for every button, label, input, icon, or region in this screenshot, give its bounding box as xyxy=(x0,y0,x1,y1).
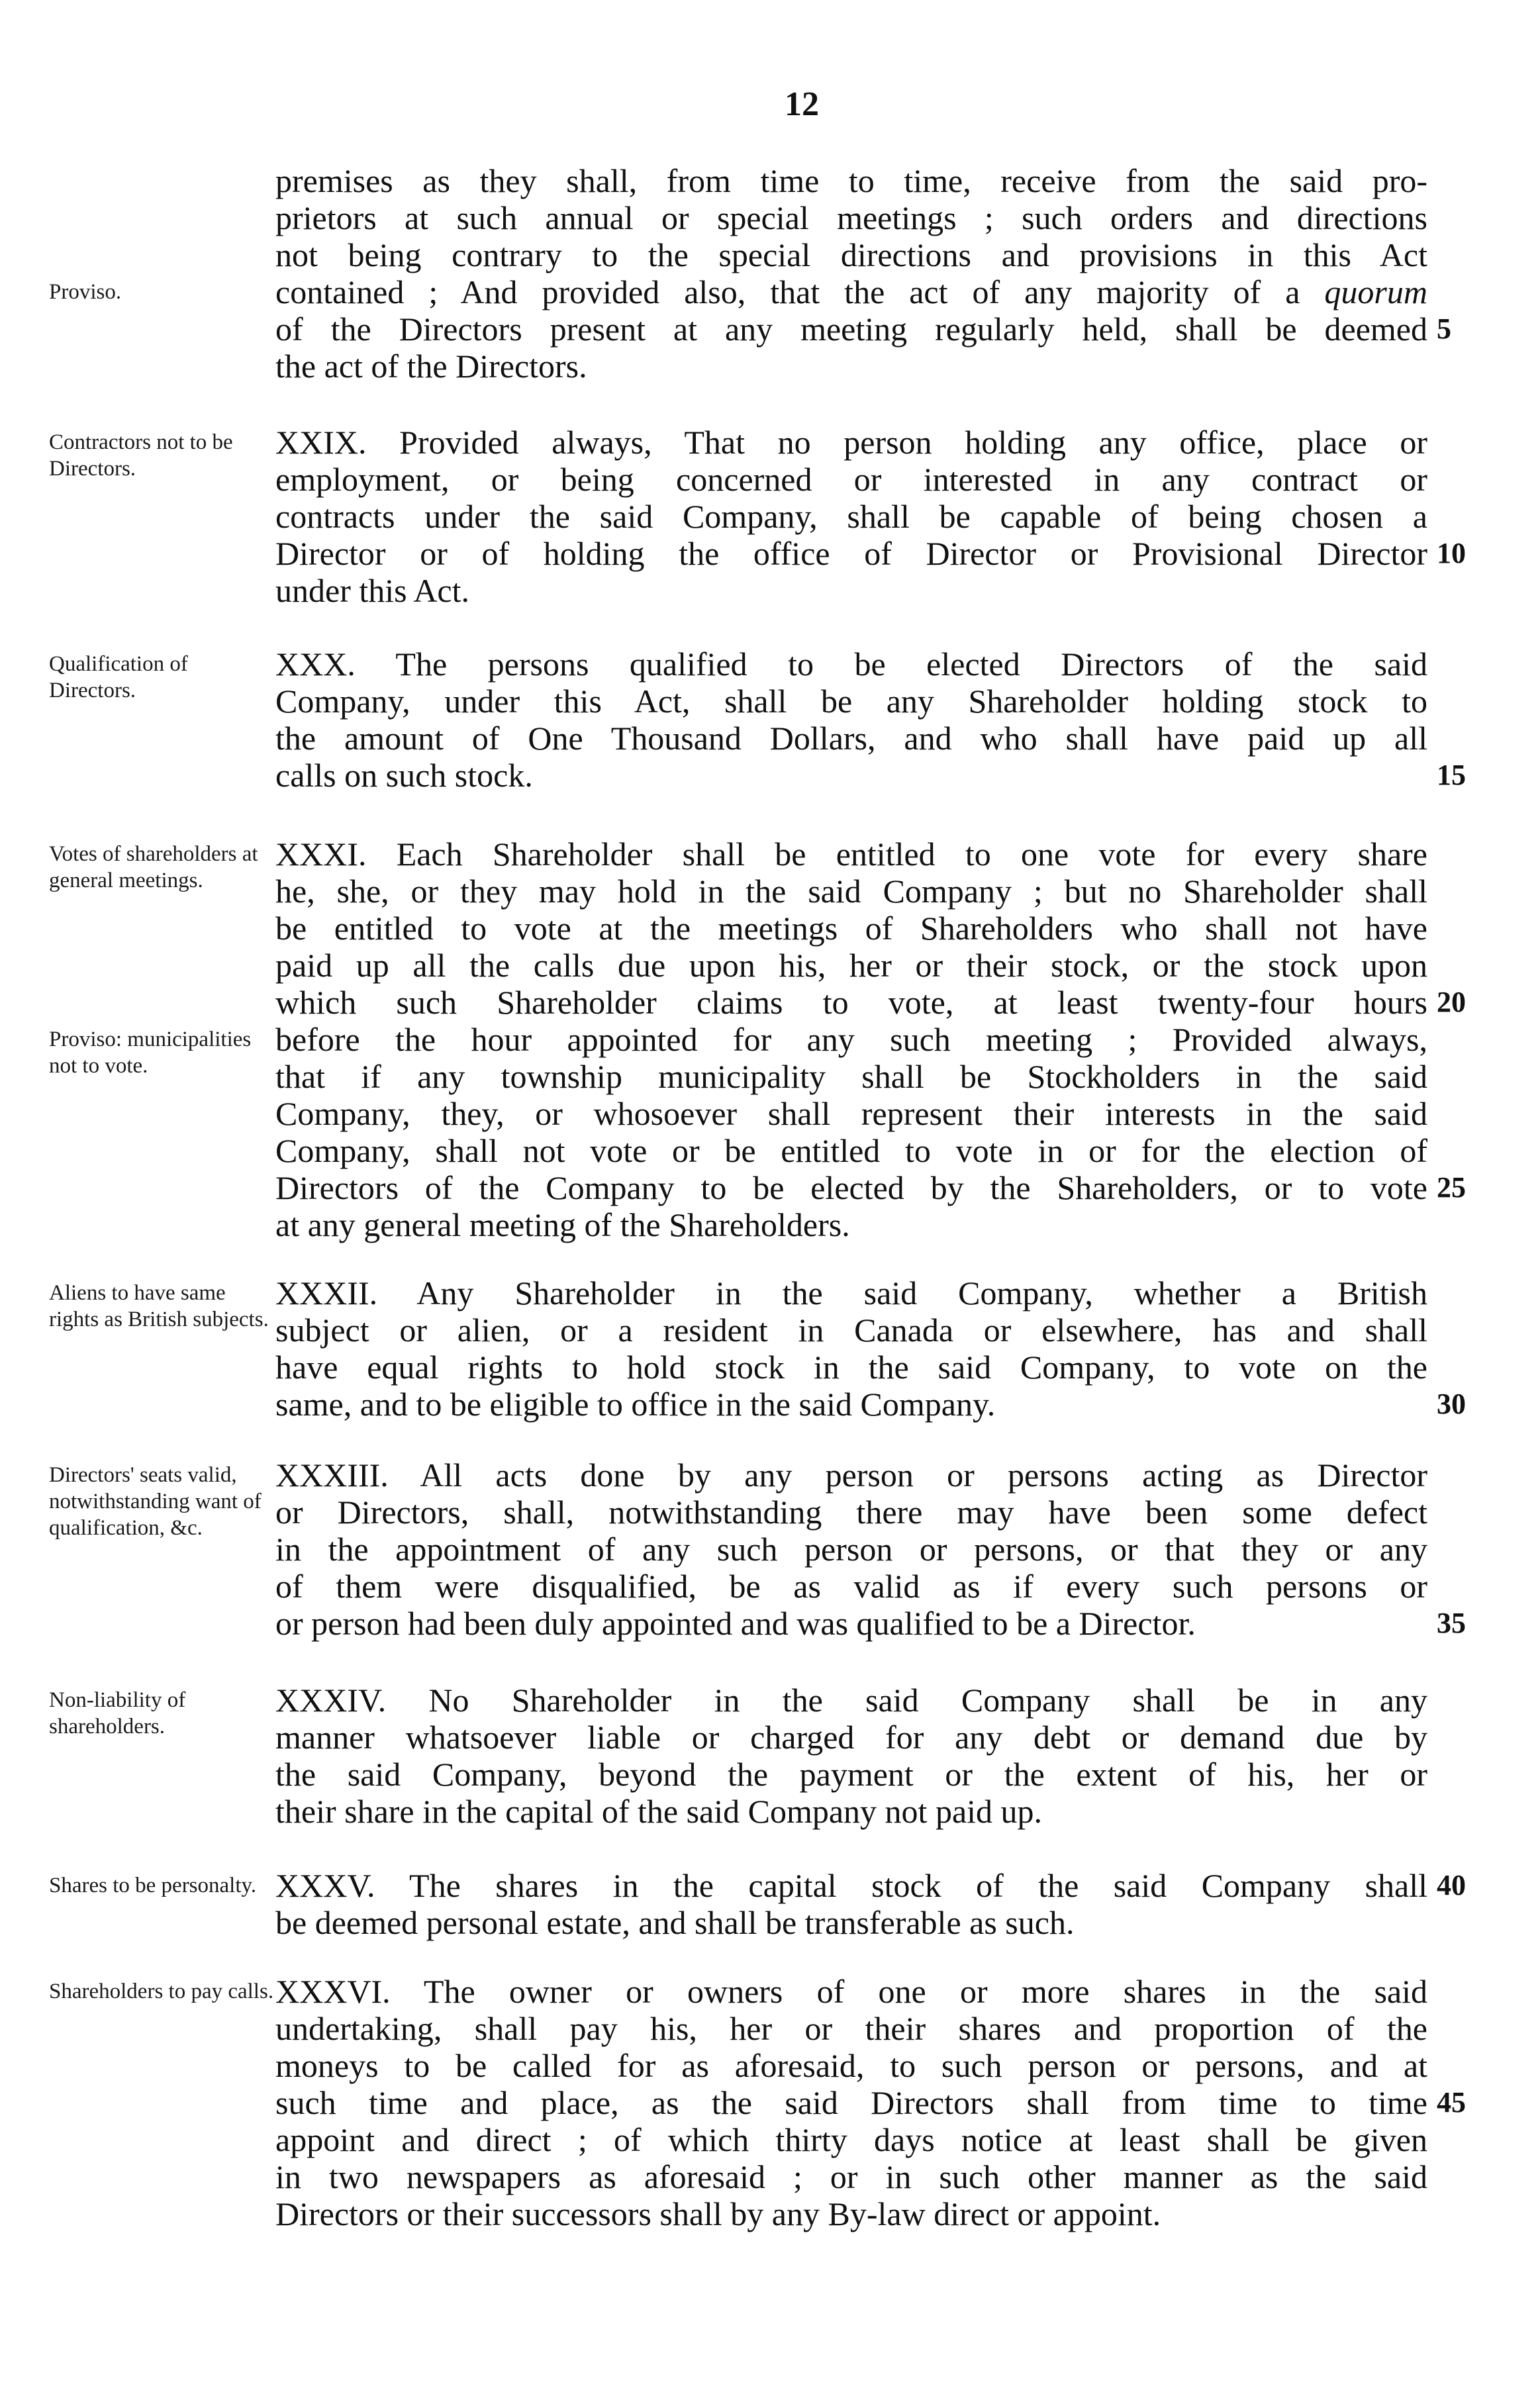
line-number: 20 xyxy=(1437,986,1466,1018)
text-line: subject or alien, or a resident in Canada or elsewhere, has and shall xyxy=(275,1311,1427,1349)
text-line: which such Shareholder claims to vote, at least twenty-four hours xyxy=(275,984,1427,1021)
text-line: be deemed personal estate, and shall be transferable as such. xyxy=(275,1904,1075,1941)
text-line: in the appointment of any such person or persons, or that they or any xyxy=(275,1531,1427,1568)
text-line: such time and place, as the said Directors shall from time to time xyxy=(275,2084,1427,2121)
line-number: 15 xyxy=(1437,759,1466,791)
text-line: or person had been duly appointed and was qualified to be a Director. xyxy=(275,1605,1196,1642)
text-line: at any general meeting of the Shareholders. xyxy=(275,1206,850,1243)
text-line: undertaking, shall pay his, her or their shares and proportion of the xyxy=(275,2010,1427,2047)
text-line: XXX. The persons qualified to be elected Directors of the said xyxy=(275,645,1427,683)
margin-note: Directors' seats valid, notwithstanding want of qualification, &c. xyxy=(49,1463,262,1540)
margin-note: Votes of shareholders at general meetings. xyxy=(49,842,258,892)
margin-note: Contractors not to be Directors. xyxy=(49,430,233,481)
text-line: prietors at such annual or special meetings ; such orders and directions xyxy=(275,199,1427,236)
text-line: in two newspapers as aforesaid ; or in such other manner as the said xyxy=(275,2158,1427,2195)
text-line: he, she, or they may hold in the said Company ; but no Shareholder shall xyxy=(275,873,1427,910)
text-line: Directors or their successors shall by any By-law direct or appoint. xyxy=(275,2195,1161,2232)
line-number: 35 xyxy=(1437,1607,1466,1639)
text-line: XXXIII. All acts done by any person or persons acting as Director xyxy=(275,1456,1427,1494)
text-line: their share in the capital of the said Company not paid up. xyxy=(275,1793,1043,1830)
line-number: 45 xyxy=(1437,2086,1466,2119)
line-number: 25 xyxy=(1437,1171,1466,1204)
line-number: 30 xyxy=(1437,1388,1466,1420)
text-line: same, and to be eligible to office in the said Company. xyxy=(275,1386,996,1423)
text-line: not being contrary to the special directions and provisions in this Act xyxy=(275,236,1427,273)
text-line: calls on such stock. xyxy=(275,757,533,794)
text-line: be entitled to vote at the meetings of Shareholders who shall not have xyxy=(275,910,1427,947)
text-line: paid up all the calls due upon his, her or their stock, or the stock upon xyxy=(275,947,1427,984)
text-line: the amount of One Thousand Dollars, and who shall have paid up all xyxy=(275,720,1427,757)
text-line: the said Company, beyond the payment or the extent of his, her or xyxy=(275,1756,1427,1793)
text-line: Company, shall not vote or be entitled to vote in or for the election of xyxy=(275,1132,1427,1169)
margin-note: Aliens to have same rights as British subjects. xyxy=(49,1281,269,1331)
margin-note: Qualification of Directors. xyxy=(49,652,188,702)
text-line: premises as they shall, from time to time, receive from the said pro- xyxy=(275,162,1427,199)
text-line: have equal rights to hold stock in the said Company, to vote on the xyxy=(275,1349,1427,1386)
text-line: XXXII. Any Shareholder in the said Company, whether a British xyxy=(275,1274,1427,1311)
text-line: Company, under this Act, shall be any Shareholder holding stock to xyxy=(275,683,1427,720)
text-line: that if any township municipality shall be Stockholders in the said xyxy=(275,1058,1427,1095)
text-line: XXXV. The shares in the capital stock of the said Company shall xyxy=(275,1867,1427,1904)
text-line: of the Directors present at any meeting regularly held, shall be deemed xyxy=(275,310,1427,348)
text-line: XXIX. Provided always, That no person holding any office, place or xyxy=(275,424,1427,461)
text-line: employment, or being concerned or interested in any contract or xyxy=(275,461,1427,498)
text-line: of them were disqualified, be as valid as if every such persons or xyxy=(275,1568,1427,1605)
text-line: the act of the Directors. xyxy=(275,348,587,385)
page-number: 12 xyxy=(785,85,819,123)
margin-note: Proviso: municipalities not to vote. xyxy=(49,1027,252,1078)
text-line: XXXI. Each Shareholder shall be entitled to one vote for every share xyxy=(275,835,1427,873)
margin-note: Shareholders to pay calls. xyxy=(49,1979,274,2003)
text-line: under this Act. xyxy=(275,572,470,609)
text-line: contained ; And provided also, that the act of any majority of a quorum xyxy=(275,273,1427,310)
text-line: manner whatsoever liable or charged for any debt or demand due by xyxy=(275,1719,1427,1756)
text-line: Company, they, or whosoever shall represent their interests in the said xyxy=(275,1095,1427,1132)
text-line: XXXIV. No Shareholder in the said Company shall be in any xyxy=(275,1682,1427,1719)
text-line: before the hour appointed for any such meeting ; Provided always, xyxy=(275,1021,1427,1058)
margin-note: Proviso. xyxy=(49,280,122,304)
line-number: 40 xyxy=(1437,1869,1466,1901)
text-line: XXXVI. The owner or owners of one or more shares in the said xyxy=(275,1973,1427,2010)
text-line: moneys to be called for as aforesaid, to such person or persons, and at xyxy=(275,2047,1427,2084)
margin-note: Non-liability of shareholders. xyxy=(49,1688,186,1739)
text-line: Director or of holding the office of Director or Provisional Director xyxy=(275,535,1427,572)
text-line: appoint and direct ; of which thirty days notice at least shall be given xyxy=(275,2121,1427,2158)
text-line: Directors of the Company to be elected by the Shareholders, or to vote xyxy=(275,1169,1427,1206)
text-line: or Directors, shall, notwithstanding there may have been some defect xyxy=(275,1494,1427,1531)
text-line: contracts under the said Company, shall be capable of being chosen a xyxy=(275,498,1427,535)
line-number: 10 xyxy=(1437,537,1466,569)
margin-note: Shares to be personalty. xyxy=(49,1874,257,1897)
line-number: 5 xyxy=(1437,312,1451,345)
